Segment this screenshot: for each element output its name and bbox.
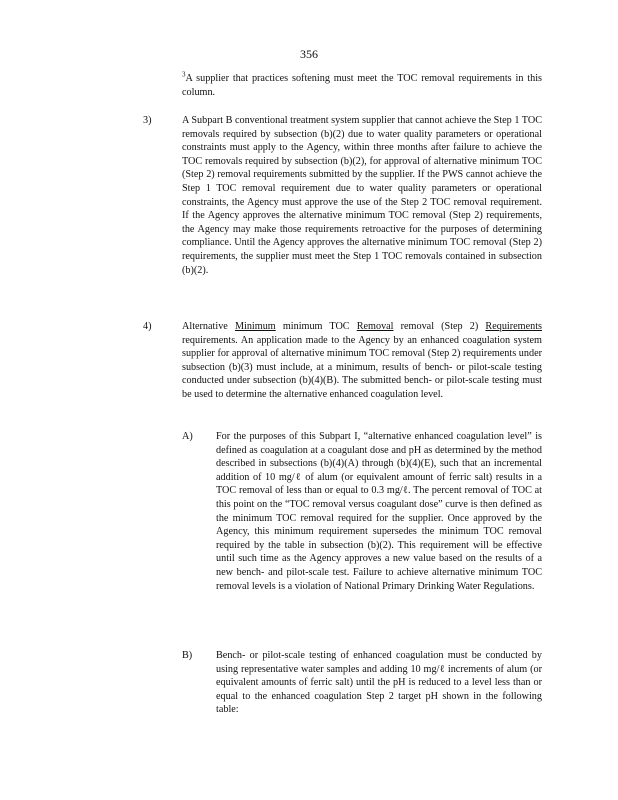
subitem-a-text: For the purposes of this Subpart I, “alternative enhanced coagulation level” is defined as coagulation at a coagulant dose and pH as determined by the method described in subsections (b)(4)(A) through (b)(4)(E), such that an incremental addition of 10 mg/ℓ of alum (or equivalent amount of ferric salt) results in a TOC removal of less than or equal to 0.3 mg/ℓ. The percent removal of TOC at this point on the “TOC removal versus coagulant dose” curve is then defined as the minimum TOC removal required for the supplier. Once approved by the Agency, this minimum requirement supersedes the minimum TOC removal required by the table in subsection (b)(2). This requirement will be effective until such time as the Agency approves a new value based on the results of a new bench- and pilot-scale test. Failure to achieve alternative minimum TOC removal levels is a violation of National Primary Drinking Water Regulations. (216, 431, 542, 592)
item-number-4: 4) (143, 321, 152, 332)
item-3-text: A Subpart B conventional treatment system supplier that cannot achieve the Step 1 TOC removals required by subsection (b)(2) due to water quality parameters or operational constraints must apply to the Agency, within three months after failure to achieve the TOC removals required by subsection (b)(2), for approval of alternative minimum TOC (Step 2) removal requirements submitted by the supplier. If the PWS cannot achieve the Step 1 TOC removal requirement due to water quality parameters or operational constraints, the Agency must approve the use of the Step 2 TOC removal requirement. If the Agency approves the alternative minimum TOC removal (Step 2) requirements, the Agency may make those requirements retroactive for the purposes of determining compliance. Until the Agency approves the alternative minimum TOC removal (Step 2) requirements, the supplier must meet the Step 1 TOC removals contained in subsection (b)(2). (182, 115, 542, 276)
item-4-mid2: removal (Step 2) (393, 321, 486, 332)
item-4-pre: Alternative (182, 321, 235, 332)
item-4-mid1: minimum TOC (275, 321, 357, 332)
item-4-inserted-minimum: Minimum (234, 321, 276, 332)
item-number-3: 3) (143, 115, 152, 126)
item-4-inserted-removal: Removal (356, 321, 394, 332)
footnote (182, 72, 542, 99)
subitem-letter-b: B) (182, 650, 193, 661)
subitem-letter-a: A) (182, 431, 193, 442)
item-4-body: requirements. An application made to the Agency by an enhanced coagulation system supplier for approval of alternative minimum TOC removal (Step 2) requirements under subsection (b)(3) must include, at a minimum, results of bench- or pilot-scale testing conducted under subsection (b)(4)(B). The submitted bench- or pilot-scale testing must be used to determine the alternative enhanced coagulation level. (182, 334, 542, 400)
footnote-marker: 3 (182, 70, 186, 79)
item-4-inserted-requirements: Requirements (485, 321, 542, 332)
subitem-b-text: Bench- or pilot-scale testing of enhanced coagulation must be conducted by using representative water samples and adding 10 mg/ℓ increments of alum (or equivalent amounts of ferric salt) until the pH is reduced to a level less than or equal to the enhanced coagulation Step 2 target pH shown in the following table: (216, 650, 542, 716)
footnote-text: A supplier that practices softening must meet the TOC removal requirements in this column. (182, 73, 542, 98)
item-4-text (182, 320, 542, 402)
page-number: 356 (300, 47, 318, 61)
